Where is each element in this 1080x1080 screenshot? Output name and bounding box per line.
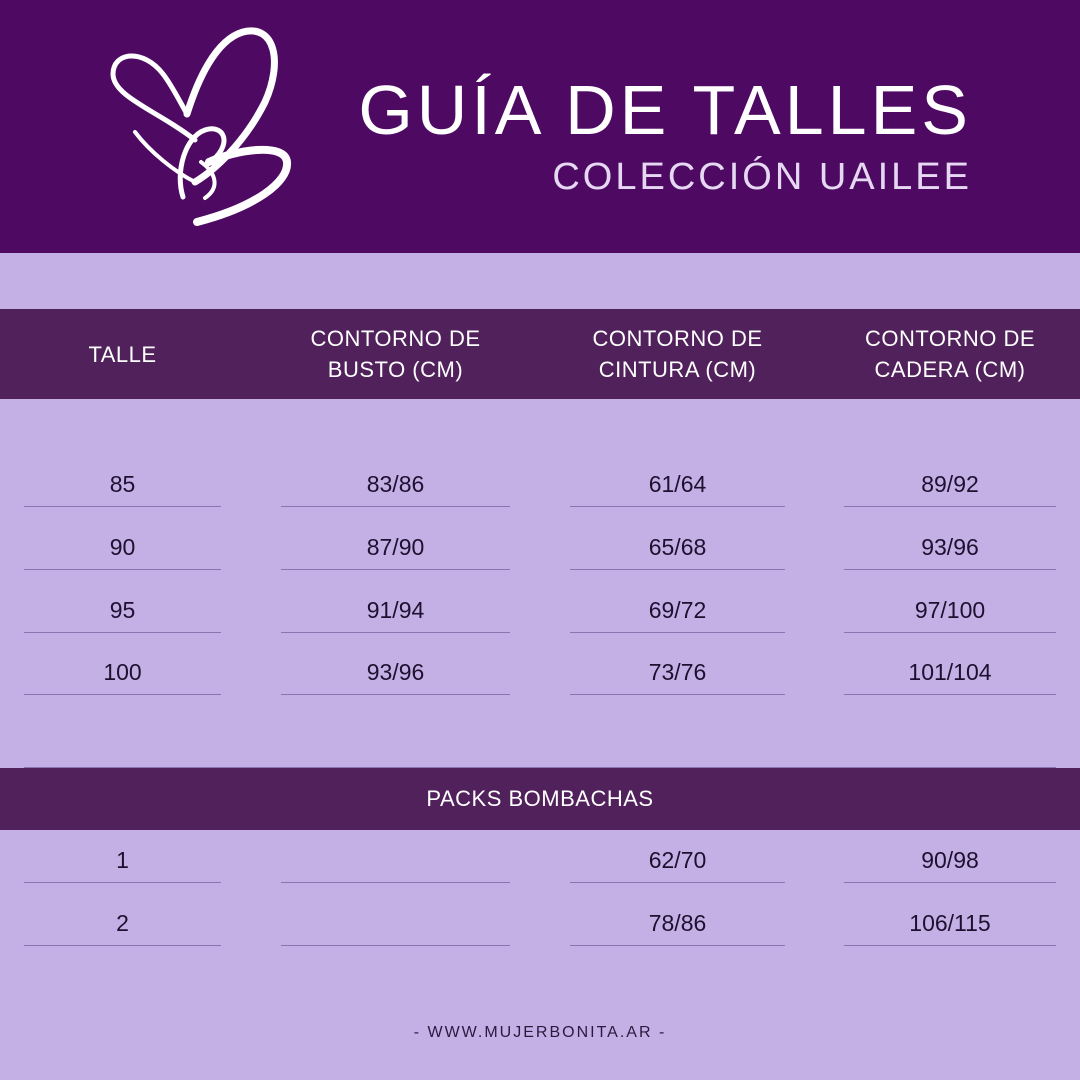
column-header-line: TALLE (88, 341, 157, 367)
column-header-line: CONTORNO DE (310, 326, 481, 351)
column-header-talle (24, 309, 221, 399)
page-subtitle: COLECCIÓN UAILEE (552, 156, 972, 198)
cell-cadera: 89/92 (844, 462, 1056, 507)
cell-talle: 100 (24, 650, 221, 695)
column-header-line: BUSTO (CM) (327, 357, 464, 382)
cell-cintura: 73/76 (570, 650, 785, 695)
heart-b-logo-icon (105, 22, 295, 232)
cell-busto: 93/96 (281, 650, 510, 695)
cell-talle: 90 (24, 525, 221, 570)
cell-busto: 87/90 (281, 525, 510, 570)
cell-talle: 2 (24, 901, 221, 946)
cell-cadera: 106/115 (844, 901, 1056, 946)
cell-busto: 83/86 (281, 462, 510, 507)
cell-busto (281, 838, 510, 883)
cell-cintura: 78/86 (570, 901, 785, 946)
cell-busto: 91/94 (281, 588, 510, 633)
cell-cintura: 61/64 (570, 462, 785, 507)
column-header-line: CONTORNO DE (592, 326, 763, 351)
cell-cintura: 69/72 (570, 588, 785, 633)
column-header-line: CADERA (CM) (874, 357, 1026, 382)
cell-cadera: 93/96 (844, 525, 1056, 570)
cell-cadera: 90/98 (844, 838, 1056, 883)
cell-busto (281, 901, 510, 946)
page-title: GUÍA DE TALLES (358, 71, 972, 149)
footer-website[interactable]: - WWW.MUJERBONITA.AR - (413, 1024, 667, 1041)
cell-cintura: 65/68 (570, 525, 785, 570)
column-header-busto (281, 309, 510, 399)
cell-cintura: 62/70 (570, 838, 785, 883)
cell-talle: 1 (24, 838, 221, 883)
column-header-line: CONTORNO DE (864, 326, 1036, 351)
table-header (0, 309, 1080, 399)
column-header-cadera (844, 309, 1056, 399)
column-header-cintura (570, 309, 785, 399)
column-header-line: CINTURA (CM) (598, 357, 757, 382)
cell-talle: 85 (24, 462, 221, 507)
cell-talle: 95 (24, 588, 221, 633)
packs-section-title: PACKS BOMBACHAS (0, 768, 1080, 830)
cell-cadera: 97/100 (844, 588, 1056, 633)
cell-cadera: 101/104 (844, 650, 1056, 695)
header (0, 0, 1080, 253)
